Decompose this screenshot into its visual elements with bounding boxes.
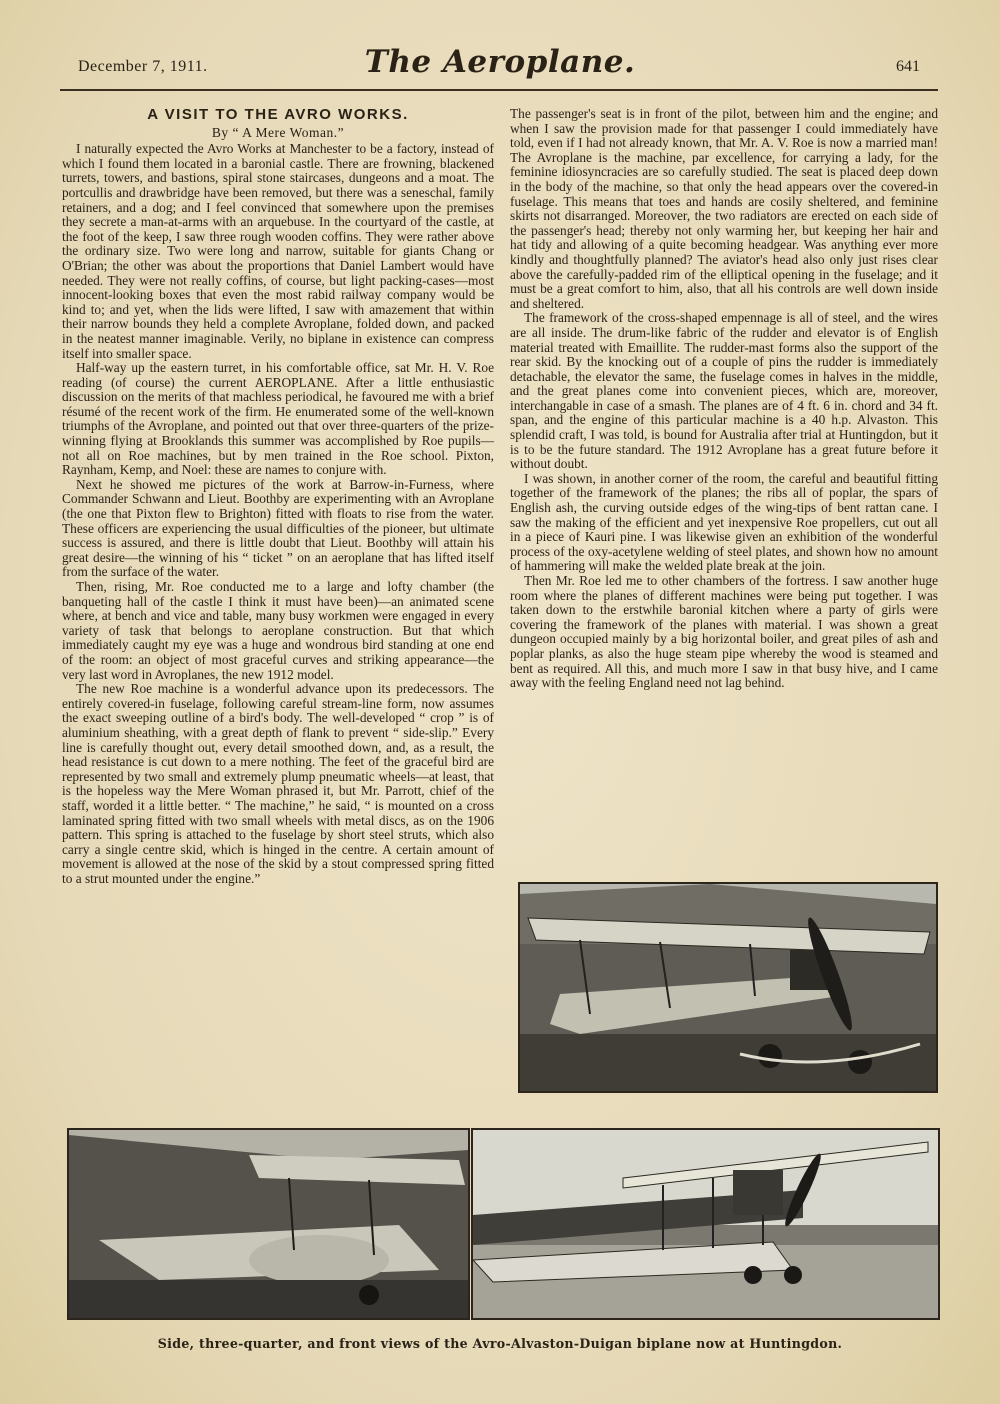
issue-date: December 7, 1911.: [78, 58, 208, 75]
biplane-photo-side: [67, 1128, 470, 1320]
paragraph: The framework of the cross-shaped empennage is all of steel, and the wires are all inside. The drum-like fabric of the rudder and elevator is of English material treated with Emaillite. The rudder-mast forms also the support of the rear skid. By the knocking out of a couple of pins the rudder is immediately detachable, the elevator the same, the fuselage comes in halves in the middle, and the great planes come into convenient pieces, which are, moreover, interchangable in case of a smash. The planes are of 4 ft. 6 in. chord and 34 ft. span, and the engine of this particular machine is a 40 h.p. Alvaston. This splendid craft, I was told, is bound for Australia after trial at Huntingdon, but it is to be the future standard. The 1912 Avroplane has a great future before it without doubt.: [510, 310, 938, 472]
biplane-photo-three-quarter: [518, 882, 938, 1093]
paragraph: Next he showed me pictures of the work at Barrow-in-Furness, where Commander Schwann and Lieut. Boothby are experimenting with an Avroplane (the one that Pixton flew to Brighton) fitted with floats to rise from the water. These officers are experiencing the usual difficulties of the pioneer, but ultimate success is assured, and there is little doubt that Lieut. Boothby will attain his great desire—the winning of his “ ticket ” on an aeroplane that has lifted itself from the surface of the water.: [62, 476, 494, 580]
left-column: [62, 108, 494, 886]
paragraph: I naturally expected the Avro Works at Manchester to be a factory, instead of which I found them located in a baronial castle. There are frowning, blackened turrets, towers, and bastions, spiral stone staircases, dungeons and a moat. The portcullis and drawbridge have been removed, but there was a seneschal, family retainers, and a dog; and I feel convinced that somewhere upon the premises they secrete a man-at-arms with an arquebuse. In the courtyard of the castle, at the foot of the keep, I saw three rough wooden coffins. They were rather above the ordinary size. Two were long and narrow, suitable for giants Chang or O'Brian; the other was about the proportions that Daniel Lambert would have needed. They were not really coffins, of course, but light packing-cases—most innocent-looking boxes that even the most rabid railway company would be kind to; and yet, when the lids were lifted, I saw with amazement that within their narrow bounds they held a complete Avroplane, folded down, and packed in the neatest manner imaginable. Verily, no biplane in existence can compress itself into smaller space.: [62, 141, 494, 361]
paragraph: Then Mr. Roe led me to other chambers of the fortress. I saw another huge room where the planes of different machines were being put together. I was taken down to the erstwhile baronial kitchen where a party of girls were covering the framework of the planes with material. I was shown a great dungeon occupied mainly by a big horizontal boiler, and great piles of ash and poplar planks, as also the huge steam pipe whereby the wood is steamed and bent as required. All this, and much more I saw in that busy hive, and I came away with the feeling England need not lag behind.: [510, 573, 938, 691]
paragraph: Then, rising, Mr. Roe conducted me to a large and lofty chamber (the banqueting hall of the castle I think it must have been)—an animated scene where, at bench and vice and table, many busy workmen were engaged in every variety of task that belongs to aeroplane construction. But that which immediately caught my eye was a huge and wondrous bird standing at one end of the room: an object of most graceful curves and striking appearance—the very last word in Avroplanes, the new 1912 model.: [62, 579, 494, 682]
photo-caption: Side, three-quarter, and front views of the Avro-Alvaston-Duigan biplane now at Huntingdon.: [157, 1336, 843, 1351]
paragraph: The passenger's seat is in front of the pilot, between him and the engine; and when I saw the provision made for that passenger I could immediately have told, even if I had not already known, that Mr. A. V. Roe is now a married man! The Avroplane is the machine, par excellence, for carrying a lady, for the feminine idiosyncracies are so carefully studied. The seat is placed deep down in the body of the machine, so that only the head appears over the covered-in fuselage. This means that toes and hands are cosily sheltered, and feminine skirts not disarranged. Moreover, the two radiators are erected on each side of the passenger's head; thereby not only warming her, but keeping her hair and hat tidy and allowing of a quite becoming headgear. Was anything ever more kindly and thoughtfully planned? The aviator's head also only just rises clear above the carefully-padded rim of the elliptical opening in the fuselage; and it must be a great comfort to him, also, that all his controls are well down inside and sheltered.: [510, 106, 938, 311]
paragraph: Half-way up the eastern turret, in his comfortable office, sat Mr. H. V. Roe reading (of course) the current AEROPLANE. After a little enthusiastic discussion on the merits of that machless periodical, he favoured me with a brief résumé of the recent work of the firm. He enumerated some of the well-known triumphs of the Avroplane, and pointed out that over three-quarters of the prize-winning flying at Brooklands this summer was accomplished by Roe pupils—not all on Roe machines, but by men trained in the Roe school. Pixton, Raynham, Kemp, and Noel: these are names to conjure with.: [62, 360, 494, 478]
page-number: 641: [896, 58, 920, 75]
right-column: [510, 107, 938, 691]
article-byline: By “ A Mere Woman.”: [211, 124, 345, 140]
paragraph: The new Roe machine is a wonderful advance upon its predecessors. The entirely covered-in fuselage, following careful stream-line form, now assumes the exact sweeping outline of a bird's body. The well-developed “ crop ” is of aluminium sheathing, with a great depth of flank to prevent “ side-slip.” Every line is carefully thought out, every detail smoothed down, and, as a result, the head resistance is cut down to a mere nothing. The feet of the graceful bird are represented by two small and extremely plump pneumatic wheels—at least, that is the hopeless way the Mere Woman phrased it, but Mr. Parrott, chief of the staff, worded it a little better. “ The machine,” he said, “ is mounted on a cross laminated spring fitted with two small wheels with metal discs, as on the 1906 pattern. This spring is attached to the fuselage by short steel struts, which also carry a single centre skid, which is hinged in the centre. A certain amount of movement is allowed at the nose of the skid by a stout compressed spring fitted to a strut mounted under the engine.”: [62, 681, 494, 886]
article-title: A VISIT TO THE AVRO WORKS.: [147, 106, 409, 123]
header-rule: [60, 89, 938, 91]
paragraph: I was shown, in another corner of the room, the careful and beautiful fitting together of the framework of the planes; the ribs all of poplar, the spars of English ash, the curving outside edges of the wing-tips of bent rattan cane. I saw the making of the efficient and yet inexpensive Roe propellers, cut out all in a piece of Kauri pine. I was likewise given an exhibition of the wonderful process of the oxy-acetylene welding of steel plates, and shown how no amount of hammering will make the welded plate break at the join.: [510, 470, 938, 574]
biplane-photo-front: [471, 1128, 940, 1320]
masthead-title: The Aeroplane.: [364, 44, 636, 80]
